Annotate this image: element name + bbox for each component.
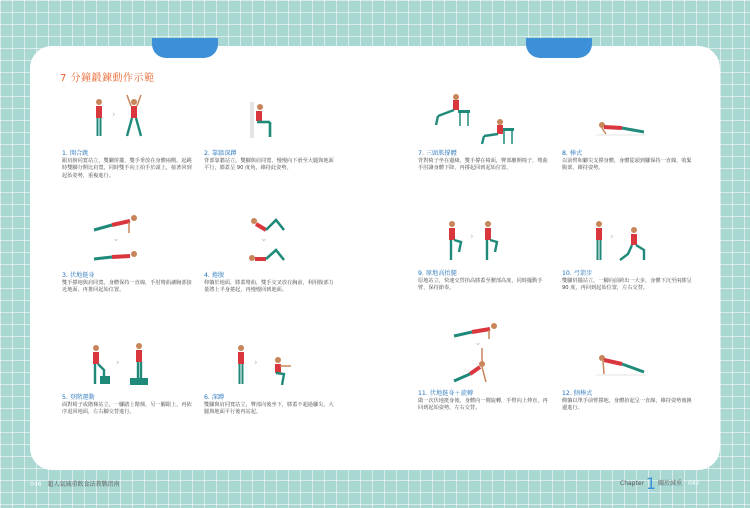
- exercise-4: [204, 212, 336, 295]
- figure-plank-icon: [596, 120, 646, 136]
- arrow-right-icon: ›: [610, 232, 614, 242]
- exercise-title: 1. 開合跳: [62, 150, 89, 157]
- figure-crunch-down-icon: [248, 248, 288, 262]
- exercise-title: 9. 原地高抬腿: [418, 270, 457, 277]
- page-number-left: 046: [30, 481, 42, 488]
- exercise-9: [418, 218, 550, 293]
- book-title: 超人氣減重飲食法教戰指南: [47, 481, 120, 488]
- exercise-title: 8. 棒式: [562, 150, 583, 157]
- exercise-1-illustration: [62, 92, 194, 146]
- exercise-7: [418, 92, 550, 173]
- exercise-title: 6. 深蹲: [204, 394, 225, 401]
- exercise-12: [562, 338, 694, 413]
- arrow-right-icon: ›: [112, 110, 116, 120]
- exercise-7-illustration: [418, 92, 550, 146]
- figure-step-top-icon: [128, 342, 150, 386]
- exercise-title: 5. 登階運動: [62, 394, 95, 401]
- arrow-right-icon: ›: [116, 358, 120, 368]
- arrow-down-icon: ⌄: [112, 234, 120, 244]
- figure-crunch-up-icon: [248, 216, 288, 234]
- arrow-right-icon: ›: [470, 232, 474, 242]
- figure-pushup-down-icon: [92, 248, 140, 262]
- exercise-11: [418, 320, 550, 413]
- page-number-right: 047: [688, 480, 700, 487]
- exercise-1: [62, 92, 194, 180]
- exercise-2-illustration: [204, 92, 336, 146]
- exercise-8-illustration: [562, 92, 694, 146]
- exercise-description: 仰躺於地面，膝蓋彎曲，雙手交叉放在胸前，利用腹部力量將上半身捲起，再慢慢回到地面。: [204, 280, 334, 294]
- arrow-down-icon: ⌄: [260, 234, 268, 244]
- exercise-6-illustration: [204, 342, 336, 390]
- exercise-description: 雙手撐地與肩同寬，身體保持一直線，手肘彎曲讓胸部接近地面，再推回起始位置。: [62, 280, 192, 294]
- exercise-description: 背對椅子坐在邊緣，雙手撐在椅面，臀部離開椅子，彎曲手肘讓身體下降，再撐起回到起始位置。: [418, 158, 548, 172]
- figure-high-knee-left-icon: [444, 220, 464, 262]
- figure-side-plank-icon: [596, 352, 646, 376]
- exercise-5-illustration: [62, 342, 194, 390]
- footer-left: [30, 479, 119, 488]
- figure-lunge-standing-icon: [592, 220, 606, 262]
- exercise-description: 跟肩膀同寬站立，雙腳併攏，雙手垂放在身體兩側。起跳時雙腳分開比肩寬，同時雙手向上拍手於頭上，接著回到起始姿勢，重複進行。: [62, 158, 192, 179]
- figure-lunge-low-icon: [620, 226, 650, 262]
- exercise-description: 以前臂和腳尖支撐身體，身體從頭到腳保持一直線，收緊腹部，維持姿勢。: [562, 158, 692, 172]
- chapter-label: Chapter: [620, 480, 644, 487]
- exercise-title: 4. 捲腹: [204, 272, 225, 279]
- page-title: 7 分鐘鍛鍊動作示範: [60, 73, 155, 84]
- exercise-8: [562, 92, 694, 173]
- figure-jumping-icon: [124, 94, 144, 138]
- figure-pushup-up-icon: [92, 214, 140, 234]
- exercise-11-illustration: [418, 320, 550, 386]
- footer-right: [620, 474, 700, 493]
- exercise-description: 做一次伏地挺身後，身體向一側旋轉，手臂向上伸直，再回到起始姿勢，左右交替。: [418, 398, 548, 412]
- arrow-right-icon: ›: [254, 358, 258, 368]
- exercise-6: [204, 342, 336, 417]
- exercise-10: [562, 218, 694, 293]
- exercise-title: 11. 伏地挺身＋旋轉: [418, 390, 474, 397]
- figure-wall-sit-icon: [250, 102, 280, 138]
- chapter-number: 1: [645, 474, 657, 493]
- exercise-title: 2. 靠牆深蹲: [204, 150, 237, 157]
- exercise-title: 7. 三頭肌撐體: [418, 150, 457, 157]
- exercise-2: [204, 92, 336, 173]
- decorative-tab-right: [526, 38, 592, 58]
- figure-high-knee-right-icon: [480, 220, 500, 262]
- exercise-description: 面對椅子或階梯站立，一腳踏上階梯，另一腳跟上，再依序退回地面，左右腳交替進行。: [62, 402, 192, 416]
- figure-standing-icon: [92, 98, 106, 138]
- decorative-tab-left: [152, 38, 218, 58]
- figure-dip-down-icon: [476, 114, 516, 144]
- figure-step-up-icon: [88, 344, 110, 386]
- arrow-down-icon: ⌄: [474, 338, 482, 348]
- exercise-4-illustration: [204, 212, 336, 268]
- exercise-description: 背部靠牆站立，雙腳與肩同寬，慢慢向下滑至大腿與地面平行，膝蓋呈 90 度角，維持此姿勢。: [204, 158, 334, 172]
- exercise-description: 原地站立，快速交替抬高膝蓋至腰部高度，同時擺動手臂，保持節奏。: [418, 278, 543, 292]
- figure-squat-standing-icon: [234, 344, 248, 386]
- exercise-title: 12. 側棒式: [562, 390, 593, 397]
- exercise-3-illustration: [62, 212, 194, 268]
- exercise-9-illustration: [418, 218, 550, 266]
- exercise-description: 雙腳併攏站立，一腳向前跨出一大步，身體下沉至兩膝呈 90 度，再回到起始位置，左右交替。: [562, 278, 692, 292]
- exercise-12-illustration: [562, 338, 694, 386]
- exercise-3: [62, 212, 194, 295]
- exercise-10-illustration: [562, 218, 694, 266]
- exercise-title: 10. 弓箭步: [562, 270, 593, 277]
- figure-dip-up-icon: [432, 94, 472, 126]
- exercise-5: [62, 342, 194, 417]
- chapter-title: 關於減重: [658, 480, 683, 487]
- exercise-description: 側躺以單手前臂撐地，身體抬起呈一直線，維持姿勢後換邊進行。: [562, 398, 692, 412]
- exercise-title: 3. 伏地挺身: [62, 272, 95, 279]
- figure-rotation-icon: [452, 348, 496, 384]
- exercise-description: 雙腳與肩同寬站立，臀部向後坐下，膝蓋不超過腳尖，大腿與地面平行後再站起。: [204, 402, 334, 416]
- figure-squat-low-icon: [266, 356, 292, 386]
